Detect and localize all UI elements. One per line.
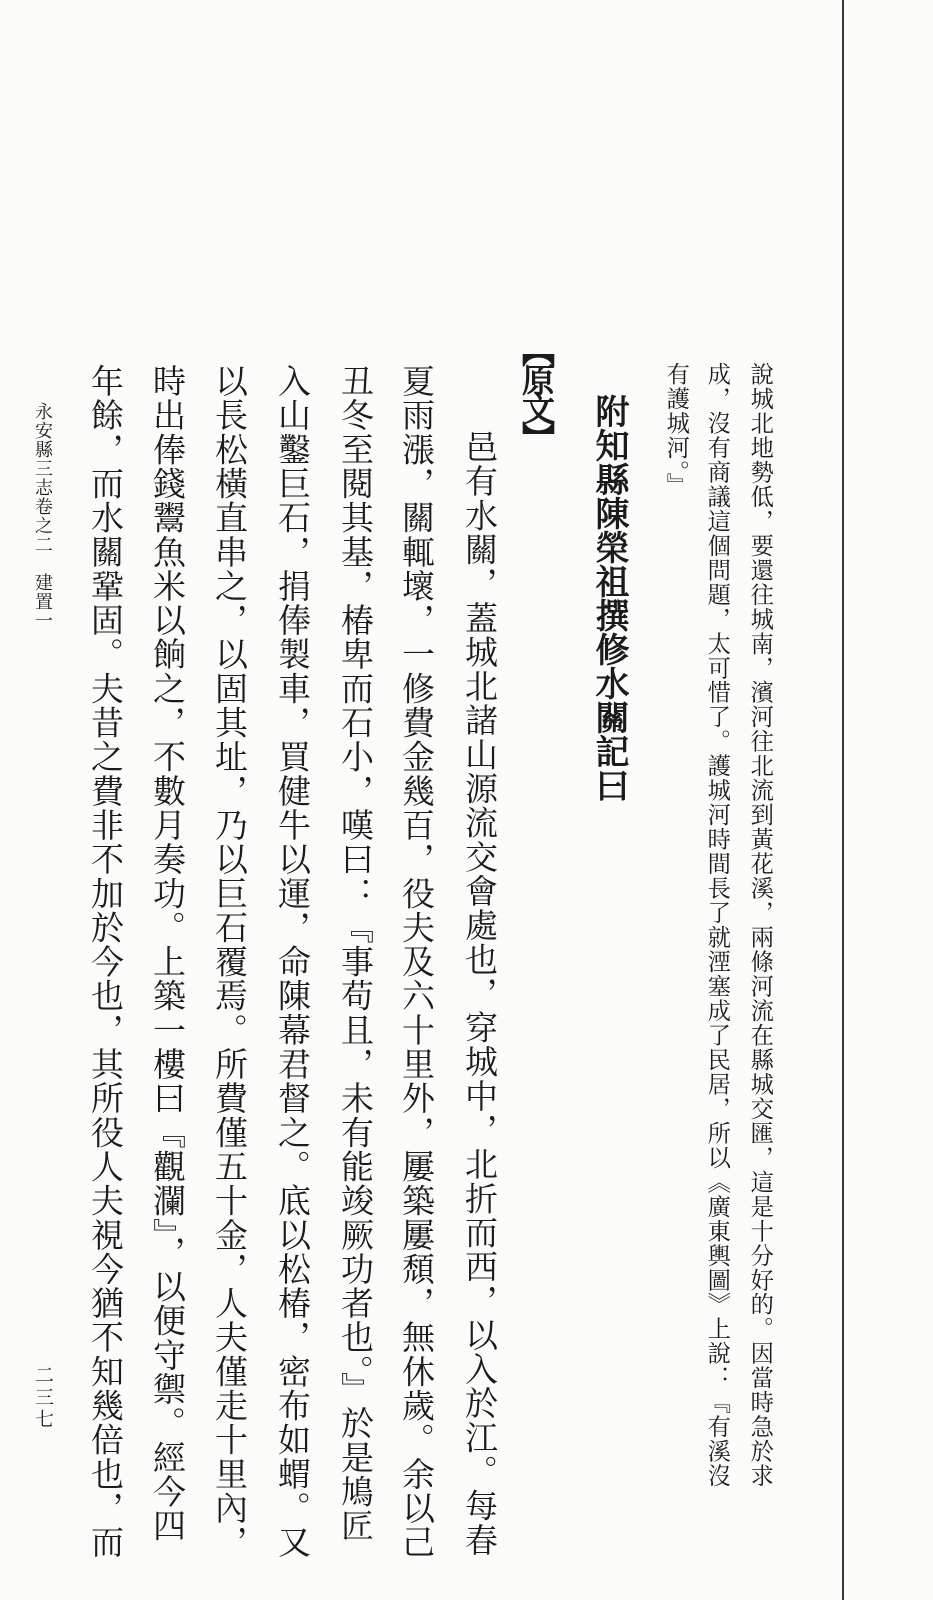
original-line-5: 以長松橫直串之，以固其址，乃以巨石覆焉。所費僅五十金，人夫僅走十里內，	[210, 364, 249, 1560]
original-line-1: 邑有水關，蓋城北諸山源流交會處也，穿城中，北折而西，以入於江。每春	[460, 430, 499, 1557]
section-label: 【原文】	[517, 334, 556, 450]
original-line-3: 丑冬至閱其基，椿卑而石小，嘆曰：『事苟且，未有能竣厥功者也。』於是鳩匠	[336, 364, 375, 1543]
translation-line-2: 成，沒有商議這個問題，太可惜了。護城河時間長了就湮塞成了民居，所以《廣東輿圖》上說：『有溪沒	[703, 362, 731, 1489]
page-number: 二三七	[32, 1365, 54, 1431]
original-line-2: 夏雨漲，關輒壞，一修費金幾百，役夫及六十里外，屢築屢頹，無休歲。余以己	[397, 364, 436, 1560]
book-title-footer: 永安縣三志卷之二 建置一	[32, 402, 53, 630]
original-line-6: 時出俸錢鬻魚米以餉之，不數月奏功。上築一樓曰『觀瀾』，以便守禦。經今四	[148, 364, 187, 1543]
translation-line-1: 說城北地勢低，要還往城南，濱河往北流到黃花溪，兩條河流在縣城交匯，這是十分好的。因當時急於求	[746, 362, 774, 1489]
original-line-7: 年餘，而水關鞏固。夫昔之費非不加於今也，其所役人夫視今猶不知幾倍也，而	[86, 364, 125, 1560]
translation-line-3: 有護城河。』	[662, 362, 690, 498]
page-edge-line	[842, 0, 844, 1600]
section-title: 附知縣陳榮祖撰修水關記曰	[589, 394, 629, 802]
original-line-4: 入山鑿巨石，捐俸製車，買健牛以運，命陳幕君督之。底以松椿，密布如蝟。又	[273, 364, 312, 1560]
